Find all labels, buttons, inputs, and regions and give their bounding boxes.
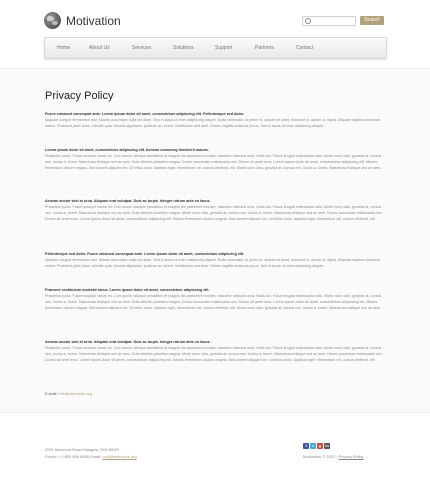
search-icon [305, 18, 311, 24]
nav-item-services[interactable]: Services [132, 45, 152, 51]
policy-section [45, 287, 385, 312]
brand-name: Motivation [66, 13, 121, 28]
policy-section [45, 251, 385, 269]
linkedin-icon[interactable]: in [325, 443, 329, 448]
nav-item-contact[interactable]: Contact [296, 45, 314, 51]
privacy-policy-link[interactable]: Privacy Policy [338, 454, 364, 459]
section-body: Phasellus porta. Fusce suscipit varius mi. Cum sociis natoque penatibus et magnis dis parturient montes, nascetur ridiculus mus. Nulla dui. Fusce feugiat malesuada odio. Morbi nunc odio, gravida at, cursus nec, luctus a, lorem. Maecenas tristique orci ac sem. Duis ultricies pharetra magna. Donec accumsan malesuada orci. Donec sit amet eros. Lorem ipsum dolor sit amet, consectetuer adipiscing elit. Mauris fermentum dictum magna. Sed laoreet aliquam leo. Ut tellus dolor, dapibus eget, elementum vel, cursus eleifend, elit. Morbi nunc odio, gravida at, cursus nec, luctus a, lorem. Maecenas tristique orci ac sem. [45, 154, 382, 171]
section-heading: Lorem ipsum dolor sit amet, consectetuer adipiscing elit. Aenean nonummy hendrerit mauris. [45, 148, 209, 152]
email-label: E-mail: [45, 391, 58, 396]
phone-line [45, 453, 137, 460]
email-link[interactable]: info@demolink.org [58, 391, 92, 396]
section-body: Phasellus porta. Fusce suscipit varius mi. Cum sociis natoque penatibus et magnis dis parturient montes, nascetur ridiculus mus. Nulla dui. Fusce feugiat malesuada odio. Morbi nunc odio, gravida at, cursus nec, luctus a, lorem. Maecenas tristique orci ac sem. Duis ultricies pharetra magna. Morbi nunc odio, gravida at, cursus nec, luctus a, lorem. Maecenas tristique orci ac sem. Donec accumsan malesuada orci. Donec sit amet eros. Lorem ipsum dolor sit amet, consectetuer adipiscing elit. Mauris fermentum dictum magna. Sed laoreet aliquam leo. Ut tellus dolor, dapibus eget, elementum vel, cursus eleifend, elit. [45, 346, 383, 363]
contact-email-line [45, 391, 92, 396]
section-body: Aliquam congue fermentum nisl. Mauris accumsan nulla vel diam. Sed in lacus ut enim adipiscing aliquet. Nulla venenatis. In pede mi, aliquet sit amet, euismod in, auctor ut, ligula. Aliquam dapibus tincidunt metus. Praesent justo dolor, lobortis quis, lobortis dignissim, pulvinar ac, lorem. Vestibulum sed ante. Donec sagittis euismod purus. Sed in lacus ut enim adipiscing aliquet. [45, 258, 380, 269]
section-body: Phasellus porta. Fusce suscipit varius mi. Cum sociis natoque penatibus et magnis dis parturient montes, nascetur ridiculus mus. Nulla dui. Fusce feugiat malesuada odio. Morbi nunc odio, gravida at, cursus nec, luctus a, lorem. Maecenas tristique orci ac sem. Duis ultricies pharetra magna. Donec accumsan malesuada orci. Donec sit amet eros. Lorem ipsum dolor sit amet, consectetuer adipiscing elit. Mauris fermentum dictum magna. Sed laoreet aliquam leo. Ut tellus dolor, dapibus eget, elementum vel, cursus eleifend, elit. Morbi nunc odio, gravida at, cursus nec, luctus a, lorem. Maecenas tristique orci ac sem. [45, 294, 382, 311]
nav-item-partners[interactable]: Partners [255, 45, 274, 51]
footer-email-label: Email: [90, 454, 102, 459]
phone-text: Phone: +1 800 559 6580 [45, 454, 89, 459]
facebook-icon[interactable]: f [303, 443, 309, 449]
section-heading: Pellentesque sed dolor. Fusce euismod consequat ante. Lorem ipsum dolor sit amet, consectetuer adipiscing elit. [45, 252, 245, 256]
policy-section [45, 147, 385, 172]
address-line: 2001 Marmora Road Glasgow, D04 89GR [45, 447, 120, 452]
policy-section [45, 339, 385, 364]
separator: | [336, 454, 338, 459]
nav-item-solutions[interactable]: Solutions [173, 45, 194, 51]
main-nav [44, 37, 387, 59]
section-heading: Aenean auctor wisi et urna. Aliquam erat volutpat. Duis ac turpis. Integer rutrum ante eu lacus. [45, 199, 211, 203]
twitter-icon[interactable]: t [310, 443, 316, 449]
nav-item-home[interactable]: Home [57, 45, 71, 51]
section-heading: Praesent vestibulum molestie lacus. Lorem ipsum dolor sit amet, consectetuer adipiscing elit. [45, 288, 210, 292]
footer-email-link[interactable]: mail@demolink.org [102, 454, 137, 459]
search-button[interactable]: Search [360, 16, 384, 25]
globe-icon [44, 12, 61, 29]
page-title: Privacy Policy [45, 90, 114, 102]
section-heading: Aenean auctor wisi et urna. Aliquam erat volutpat. Duis ac turpis. Integer rutrum ante eu lacus. [45, 340, 211, 344]
section-body: Aliquam congue fermentum nisl. Mauris accumsan nulla vel diam. Sed in lacus ut enim adipiscing aliquet. Nulla venenatis. In pede mi, aliquet sit amet, euismod in, auctor ut, ligula. Aliquam dapibus tincidunt metus. Praesent justo dolor, lobortis quis, lobortis dignissim, pulvinar ac, lorem. Vestibulum sed ante. Donec sagittis euismod purus. Sed in lacus ut enim adipiscing aliquet. [45, 118, 380, 129]
copyright-text: Motivation © 2012 [303, 454, 336, 459]
nav-item-support[interactable]: Support [215, 45, 233, 51]
nav-item-about-us[interactable]: About Us [89, 45, 110, 51]
header [0, 0, 430, 68]
policy-section [45, 111, 385, 129]
section-heading: Fusce euismod consequat ante. Lorem ipsum dolor sit amet, consectetuer adipiscing elit. Pellentesque sed dolor. [45, 112, 245, 116]
policy-section [45, 198, 385, 223]
google-plus-icon[interactable]: g [318, 443, 322, 448]
copyright [303, 454, 364, 459]
social-links [303, 443, 330, 449]
logo[interactable] [44, 12, 121, 29]
section-body: Phasellus porta. Fusce suscipit varius mi. Cum sociis natoque penatibus et magnis dis parturient montes, nascetur ridiculus mus. Nulla dui. Fusce feugiat malesuada odio. Morbi nunc odio, gravida at, cursus nec, luctus a, lorem. Maecenas tristique orci ac sem. Duis ultricies pharetra magna. Morbi nunc odio, gravida at, cursus nec, luctus a, lorem. Maecenas tristique orci ac sem. Donec accumsan malesuada orci. Donec sit amet eros. Lorem ipsum dolor sit amet, consectetuer adipiscing elit. Mauris fermentum dictum magna. Sed laoreet aliquam leo. Ut tellus dolor, dapibus eget, elementum vel, cursus eleifend, elit. [45, 205, 383, 222]
search-input[interactable] [302, 16, 356, 26]
footer-address [45, 446, 137, 460]
